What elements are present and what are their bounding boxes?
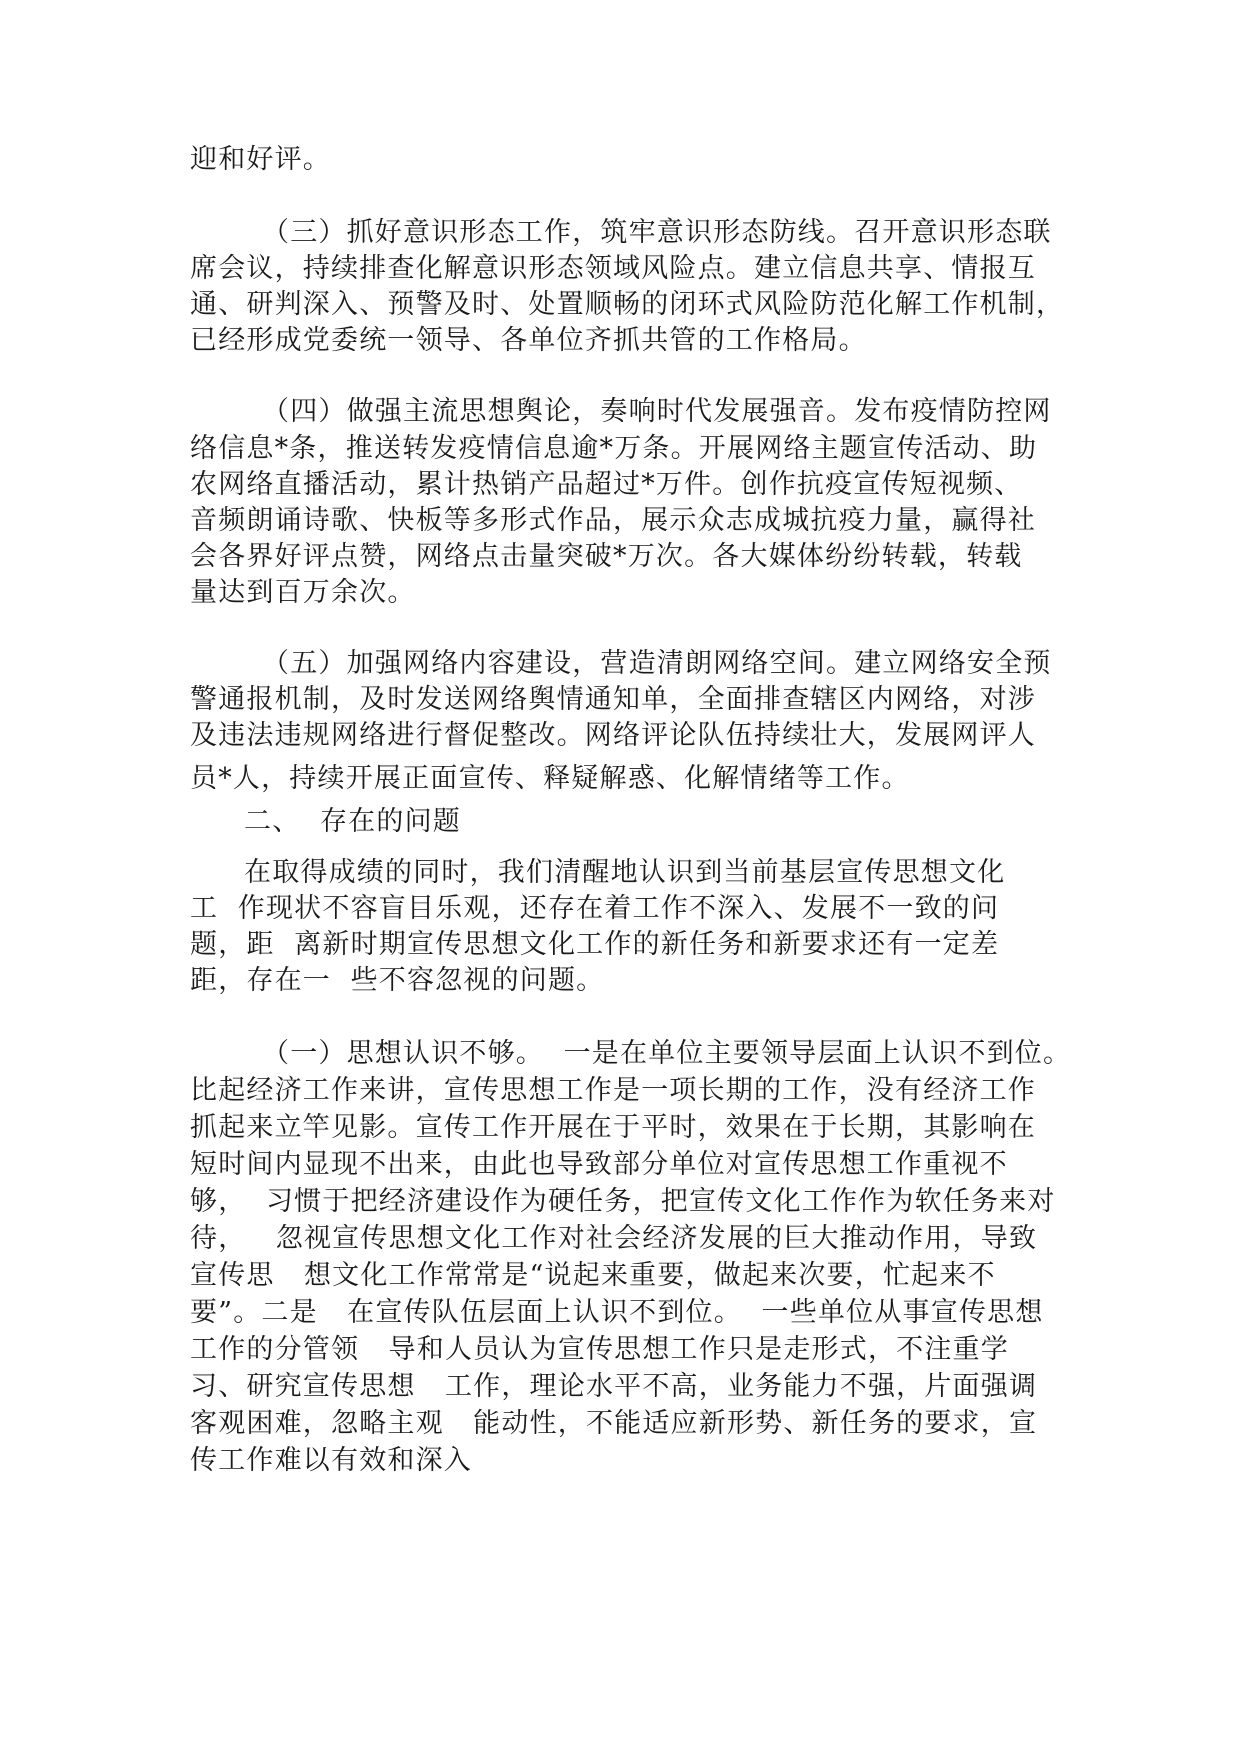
text-line: 量达到百万余次。 [190, 577, 416, 608]
text-line: 待， 忽视宣传思想文化工作对社会经济发展的巨大推动作用，导致 [190, 1223, 1038, 1254]
text-line: 农网络直播活动，累计热销产品超过*万件。创作抗疫宣传短视频、 [190, 469, 1023, 500]
text-line: 距，存在一 些不容忽视的问题。 [190, 965, 605, 996]
text-line: 工 作现状不容盲目乐观，还存在着工作不深入、发展不一致的问 [190, 893, 1000, 924]
text-line: （三）抓好意识形态工作，筑牢意识形态防线。召开意识形态联 [262, 217, 1052, 248]
text-line: 工作的分管领 导和人员认为宣传思想工作只是走形式，不注重学 [190, 1334, 1009, 1365]
text-line: 络信息*条，推送转发疫情信息逾*万条。开展网络主题宣传活动、助 [190, 433, 1038, 464]
text-line: 警通报机制，及时发送网络舆情通知单，全面排查辖区内网络，对涉 [190, 684, 1036, 715]
text-line: （四）做强主流思想舆论，奏响时代发展强音。发布疫情防控网 [262, 396, 1052, 427]
text-line: 迎和好评。 [190, 144, 331, 175]
text-line: 抓起来立竿见影。宣传工作开展在于平时，效果在于长期，其影响在 [190, 1112, 1036, 1143]
text-line: （一）思想认识不够。 一是在单位主要领导层面上认识不到位。 [262, 1038, 1072, 1069]
text-line: 席会议，持续排查化解意识形态领域风险点。建立信息共享、情报互 [190, 253, 1036, 284]
text-line: 传工作难以有效和深入 [190, 1445, 472, 1476]
text-line: 够， 习惯于把经济建设作为硬任务，把宣传文化工作作为软任务来对 [190, 1186, 1056, 1217]
text-line: 习、研究宣传思想 工作，理论水平不高，业务能力不强，片面强调 [190, 1371, 1038, 1402]
text-line: 已经形成党委统一领导、各单位齐抓共管的工作格局。 [190, 325, 867, 356]
text-line: 通、研判深入、预警及时、处置顺畅的闭环式风险防范化解工作机制， [190, 289, 1065, 320]
text-line: 要”。二是 在宣传队伍层面上认识不到位。 一些单位从事宣传思想 [190, 1297, 1044, 1328]
text-line: 短时间内显现不出来，由此也导致部分单位对宣传思想工作重视不 [190, 1149, 1008, 1180]
text-line: 音频朗诵诗歌、快板等多形式作品，展示众志成城抗疫力量，赢得社 [190, 505, 1036, 536]
text-line: 题，距 离新时期宣传思想文化工作的新任务和新要求还有一定差 [190, 929, 1000, 960]
text-line: 及违法违规网络进行督促整改。网络评论队伍持续壮大，发展网评人 [190, 720, 1036, 751]
text-line: 比起经济工作来讲，宣传思想工作是一项长期的工作，没有经济工作 [190, 1075, 1036, 1106]
text-line: 宣传思 想文化工作常常是“说起来重要，做起来次要，忙起来不 [190, 1260, 996, 1291]
text-line: 会各界好评点赞，网络点击量突破*万次。各大媒体纷纷转载，转载 [190, 541, 1023, 572]
text-line: （五）加强网络内容建设，营造清朗网络空间。建立网络安全预 [262, 648, 1052, 679]
text-line: 客观困难，忽略主观 能动性，不能适应新形势、新任务的要求，宣 [190, 1408, 1038, 1439]
text-line: 员*人，持续开展正面宣传、释疑解惑、化解情绪等工作。 [190, 763, 910, 794]
section-heading: 二、 存在的问题 [244, 806, 461, 837]
text-line: 在取得成绩的同时，我们清醒地认识到当前基层宣传思想文化 [244, 857, 1006, 888]
